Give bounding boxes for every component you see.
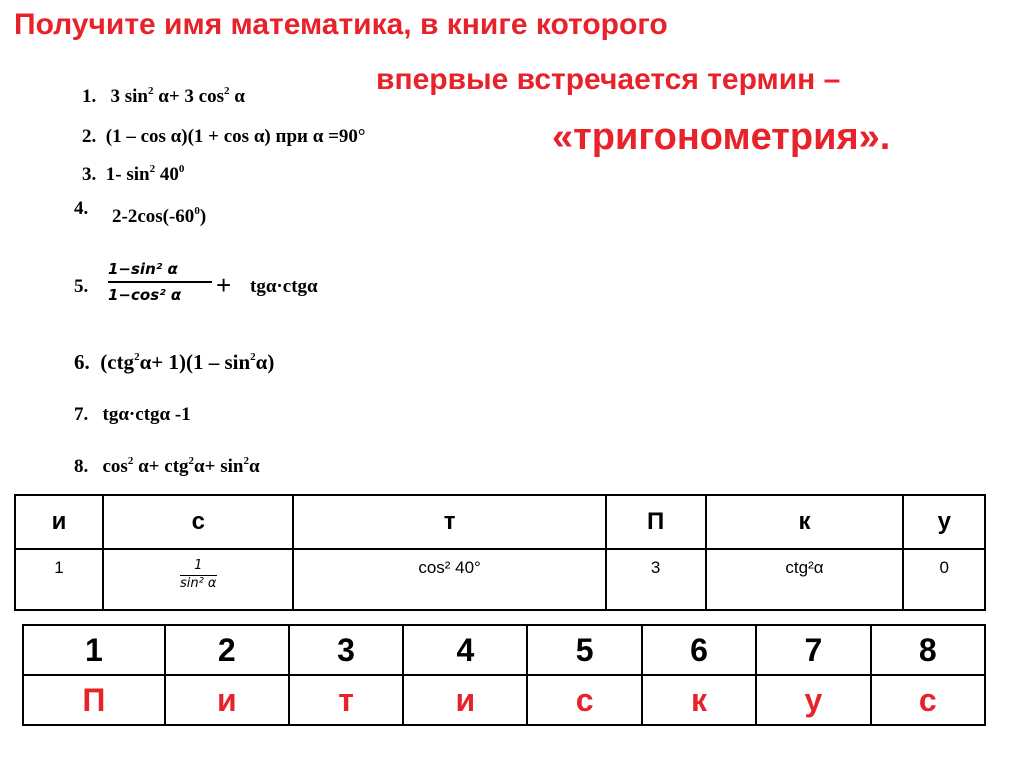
task-text: 3 sin: [110, 86, 148, 107]
task-text: α: [248, 456, 260, 477]
superscript: 2: [250, 351, 256, 363]
task-5-rest: tgα·ctgα: [250, 276, 318, 297]
task-3: [82, 164, 184, 186]
key-number-cell: 2: [165, 625, 289, 675]
superscript: 0: [178, 162, 185, 175]
title-line-1: Получите имя математика, в книге которого: [14, 8, 668, 41]
task-number: 2.: [82, 126, 97, 147]
task-text: α: [229, 86, 245, 107]
key-letter-cell: с: [527, 675, 641, 725]
answer-value-cell: 0: [903, 549, 985, 610]
answer-header-cell: к: [706, 495, 904, 549]
key-number-cell: 5: [527, 625, 641, 675]
task-text: α+ ctg: [133, 456, 189, 477]
answer-header-cell: т: [293, 495, 605, 549]
answer-value-cell: cos² 40°: [293, 549, 605, 610]
superscript: 2: [134, 351, 140, 363]
key-letter-cell: с: [871, 675, 985, 725]
task-text: α+ sin: [194, 456, 244, 477]
task-text: α): [255, 350, 275, 374]
task-2: [82, 126, 366, 148]
task-7: [74, 404, 191, 426]
answer-table-header-row: [15, 495, 985, 549]
key-letter-cell: и: [165, 675, 289, 725]
key-number-cell: 6: [642, 625, 756, 675]
task-4: [112, 206, 206, 228]
answer-header-cell: и: [15, 495, 103, 549]
superscript: 2: [148, 84, 154, 97]
answer-value-cell: 1: [15, 549, 103, 610]
task-number: 3.: [82, 164, 97, 185]
key-number-cell: 3: [289, 625, 403, 675]
task-text: α+ 1)(1 – sin: [139, 350, 251, 374]
answer-header-cell: П: [606, 495, 706, 549]
answer-fraction-denominator: sin² α: [179, 576, 217, 591]
task-text: tgα·ctgα -1: [102, 404, 191, 425]
key-table: [22, 624, 986, 726]
answer-header-cell: с: [103, 495, 293, 549]
fraction-denominator: 1−cos² α: [108, 286, 182, 304]
task-6: [74, 350, 274, 375]
key-number-cell: 8: [871, 625, 985, 675]
task-text: cos: [102, 456, 128, 477]
key-letter-cell: и: [403, 675, 527, 725]
task-number: 7.: [74, 404, 89, 425]
answer-fraction: [180, 558, 217, 591]
task-text: 40: [155, 164, 179, 185]
task-text: ): [199, 206, 207, 227]
task-8: [74, 456, 260, 478]
task-5-number: 5.: [74, 276, 89, 297]
key-letter-cell: т: [289, 675, 403, 725]
task-1: [82, 86, 245, 108]
key-letter-row: [23, 675, 985, 725]
superscript: 2: [224, 84, 230, 97]
key-number-cell: 1: [23, 625, 165, 675]
superscript: 2: [188, 454, 195, 467]
task-number: 1.: [82, 86, 97, 107]
task-5-fraction: [108, 260, 220, 304]
superscript: 2: [149, 162, 156, 175]
answer-value-cell: 3: [606, 549, 706, 610]
task-4-number: 4.: [74, 198, 89, 219]
task-text: 1- sin: [105, 164, 150, 185]
plus-sign: +: [216, 270, 232, 300]
key-number-cell: 4: [403, 625, 527, 675]
task-text: α+ 3 cos: [153, 86, 225, 107]
key-number-row: [23, 625, 985, 675]
key-letter-cell: П: [23, 675, 165, 725]
fraction-bar: [108, 281, 212, 283]
title-line-3: «тригонометрия».: [552, 116, 891, 158]
answer-header-cell: у: [903, 495, 985, 549]
task-number: 8.: [74, 456, 89, 477]
task-text: (1 – cos α)(1 + cos α) при α =90°: [105, 126, 366, 147]
answer-table: [14, 494, 986, 611]
task-number: 6.: [74, 350, 90, 374]
answer-value-cell: ctg²α: [706, 549, 904, 610]
fraction-numerator: 1−sin² α: [108, 260, 178, 278]
answer-value-cell: [103, 549, 293, 610]
task-text: 2-2cos(-60: [112, 206, 195, 227]
answer-fraction-numerator: 1: [180, 558, 217, 576]
superscript: 2: [243, 454, 249, 467]
task-text: (ctg: [100, 350, 135, 374]
answer-table-value-row: [15, 549, 985, 610]
key-number-cell: 7: [756, 625, 870, 675]
key-letter-cell: у: [756, 675, 870, 725]
superscript: 0: [194, 204, 200, 217]
title-line-2: впервые встречается термин –: [376, 63, 841, 96]
key-letter-cell: к: [642, 675, 756, 725]
superscript: 2: [127, 454, 134, 467]
